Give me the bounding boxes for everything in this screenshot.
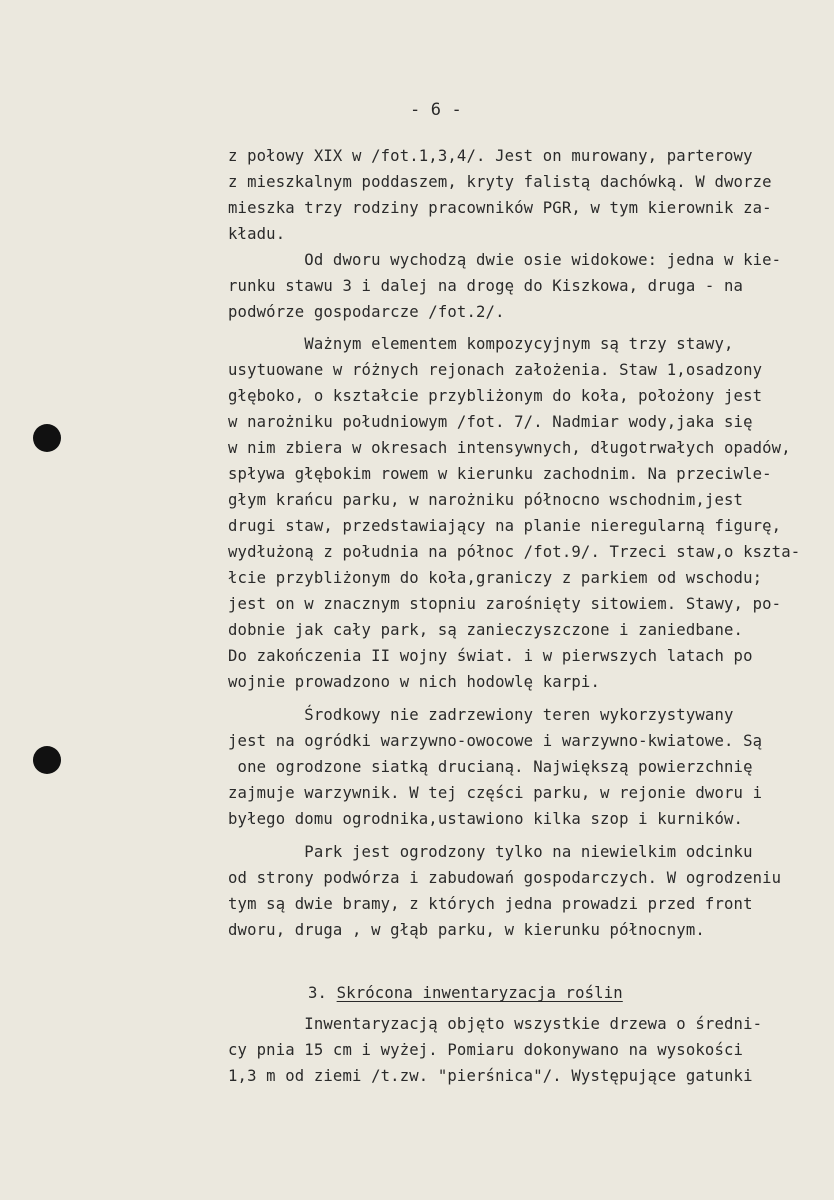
text-line: łcie przybliżonym do koła,graniczy z parkiem od wschodu; — [228, 569, 763, 587]
text-line: Park jest ogrodzony tylko na niewielkim odcinku — [228, 843, 753, 861]
text-line: głęboko, o kształcie przybliżonym do koła, położony jest — [228, 387, 763, 405]
text-line: one ogrodzone siatką drucianą. Największą powierzchnię — [228, 758, 753, 776]
page-number: - 6 - — [410, 100, 462, 120]
text-line: w nim zbiera w okresach intensywnych, długotrwałych opadów, — [228, 439, 791, 457]
text-line: tym są dwie bramy, z których jedna prowadzi przed front — [228, 895, 753, 913]
text-line: w narożniku południowym /fot. 7/. Nadmiar wody,jaka się — [228, 413, 753, 431]
text-line: drugi staw, przedstawiający na planie nieregularną figurę, — [228, 517, 782, 535]
text-line: mieszka trzy rodziny pracowników PGR, w tym kierownik za- — [228, 199, 772, 217]
text-line: głym krańcu parku, w narożniku północno wschodnim,jest — [228, 491, 744, 509]
text-line: cy pnia 15 cm i wyżej. Pomiaru dokonywano na wysokości — [228, 1041, 744, 1059]
text-line: runku stawu 3 i dalej na drogę do Kiszkowa, druga - na — [228, 277, 744, 295]
section-heading — [308, 983, 623, 1003]
text-line: Środkowy nie zadrzewiony teren wykorzystywany — [228, 706, 734, 724]
text-line: dobnie jak cały park, są zanieczyszczone i zaniedbane. — [228, 621, 744, 639]
text-line: z mieszkalnym poddaszem, kryty falistą dachówką. W dworze — [228, 173, 772, 191]
text-line: Ważnym elementem kompozycyjnym są trzy stawy, — [228, 335, 734, 353]
text-line: jest on w znacznym stopniu zarośnięty sitowiem. Stawy, po- — [228, 595, 782, 613]
text-line: jest na ogródki warzywno-owocowe i warzywno-kwiatowe. Są — [228, 732, 763, 750]
text-line: byłego domu ogrodnika,ustawiono kilka szop i kurników. — [228, 810, 744, 828]
text-line: wydłużoną z południa na północ /fot.9/. Trzeci staw,o kszta- — [228, 543, 801, 561]
text-line: Do zakończenia II wojny świat. i w pierwszych latach po — [228, 647, 753, 665]
text-line: od strony podwórza i zabudowań gospodarczych. W ogrodzeniu — [228, 869, 782, 887]
text-line: wojnie prowadzono w nich hodowlę karpi. — [228, 673, 600, 691]
text-line: zajmuje warzywnik. W tej części parku, w rejonie dworu i — [228, 784, 763, 802]
text-line: podwórze gospodarcze /fot.2/. — [228, 303, 505, 321]
section-title: Skrócona inwentaryzacja roślin — [336, 984, 623, 1002]
text-line: dworu, druga , w głąb parku, w kierunku północnym. — [228, 921, 705, 939]
text-line: kładu. — [228, 225, 286, 243]
text-line: spływa głębokim rowem w kierunku zachodnim. Na przeciwle- — [228, 465, 772, 483]
text-line: 1,3 m od ziemi /t.zw. "pierśnica"/. Występujące gatunki — [228, 1067, 753, 1085]
text-line: z połowy XIX w /fot.1,3,4/. Jest on murowany, parterowy — [228, 147, 753, 165]
section-number: 3. — [308, 984, 337, 1002]
text-line: Od dworu wychodzą dwie osie widokowe: jedna w kie- — [228, 251, 782, 269]
punch-hole — [33, 746, 61, 774]
text-line: Inwentaryzacją objęto wszystkie drzewa o średni- — [228, 1015, 763, 1033]
text-line: usytuowane w różnych rejonach założenia. Staw 1,osadzony — [228, 361, 763, 379]
punch-hole — [33, 424, 61, 452]
